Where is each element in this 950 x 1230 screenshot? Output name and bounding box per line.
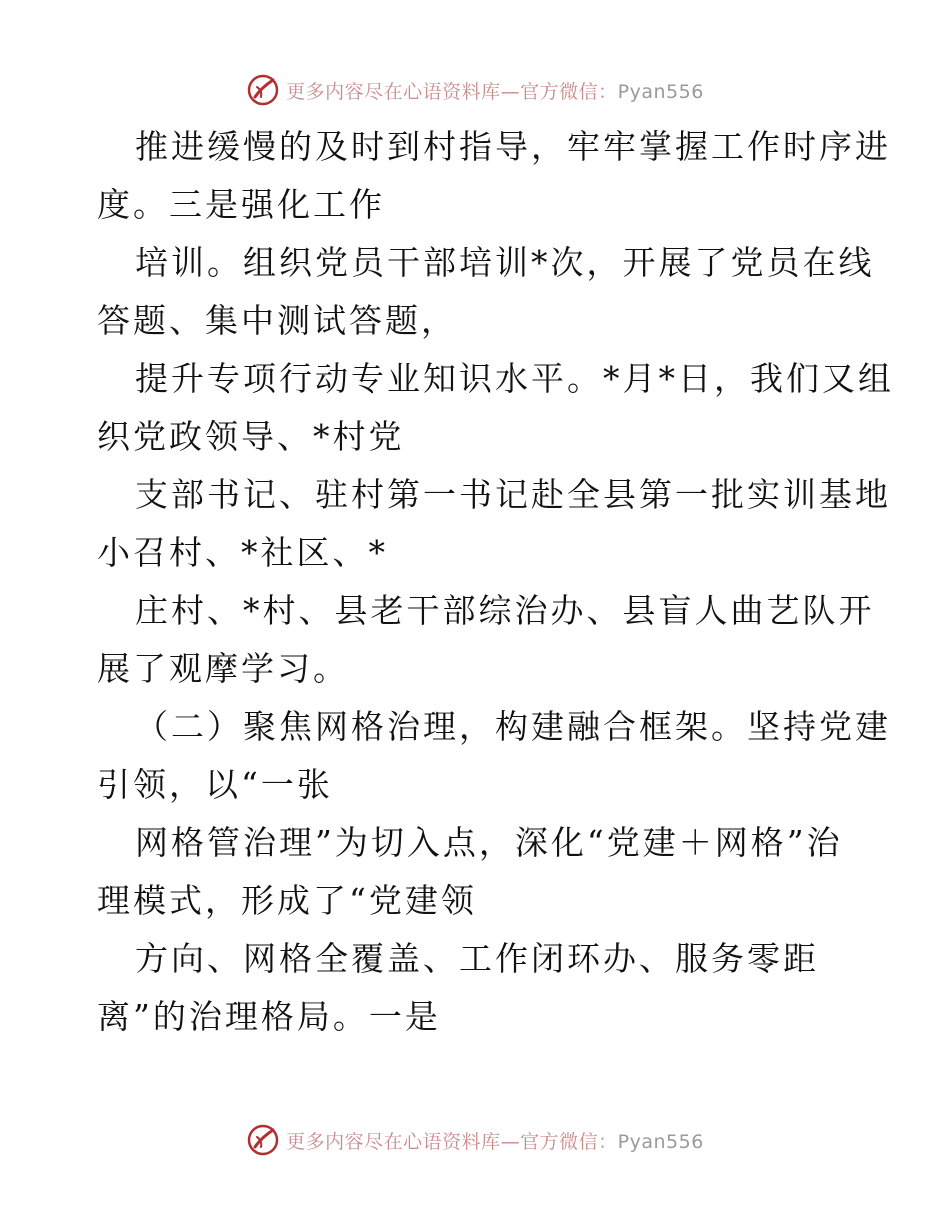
text-line: 小召村、*社区、* (97, 533, 388, 572)
watermark-wechat-id: Pyan556 (617, 1130, 704, 1153)
text-line: 培训。组织党员干部培训*次，开展了党员在线 (135, 243, 875, 282)
text-line: 方向、网格全覆盖、工作闭环办、服务零距 (135, 939, 819, 978)
watermark-text: 更多内容尽在心语资料库—官方微信：Pyan556 (286, 80, 704, 103)
watermark-text: 更多内容尽在心语资料库—官方微信：Pyan556 (286, 1130, 704, 1153)
brush-logo-icon (246, 1123, 280, 1157)
text-line: 答题、集中测试答题， (97, 301, 457, 340)
brush-logo-icon (246, 73, 280, 107)
text-line: 网格管治理”为切入点，深化“党建＋网格”治 (135, 823, 843, 862)
text-line: 织党政领导、*村党 (97, 417, 405, 456)
watermark-wechat-id: Pyan556 (617, 80, 704, 103)
text-line: （二）聚焦网格治理，构建融合框架。坚持党建 (135, 707, 891, 746)
text-line: 展了观摩学习。 (97, 649, 349, 688)
text-line: 引领，以“一张 (97, 765, 333, 804)
footer-watermark (0, 1120, 950, 1160)
text-line: 离”的治理格局。一是 (97, 997, 441, 1036)
text-line: 理模式，形成了“党建领 (97, 881, 477, 920)
document-body (97, 118, 894, 1046)
text-line: 庄村、*村、县老干部综治办、县盲人曲艺队开 (135, 591, 875, 630)
text-line: 推进缓慢的及时到村指导，牢牢掌握工作时序进 (135, 127, 891, 166)
text-line: 支部书记、驻村第一书记赴全县第一批实训基地 (135, 475, 891, 514)
text-line: 度。三是强化工作 (97, 185, 385, 224)
text-line: 提升专项行动专业知识水平。*月*日，我们又组 (135, 359, 894, 398)
header-watermark (0, 70, 950, 110)
